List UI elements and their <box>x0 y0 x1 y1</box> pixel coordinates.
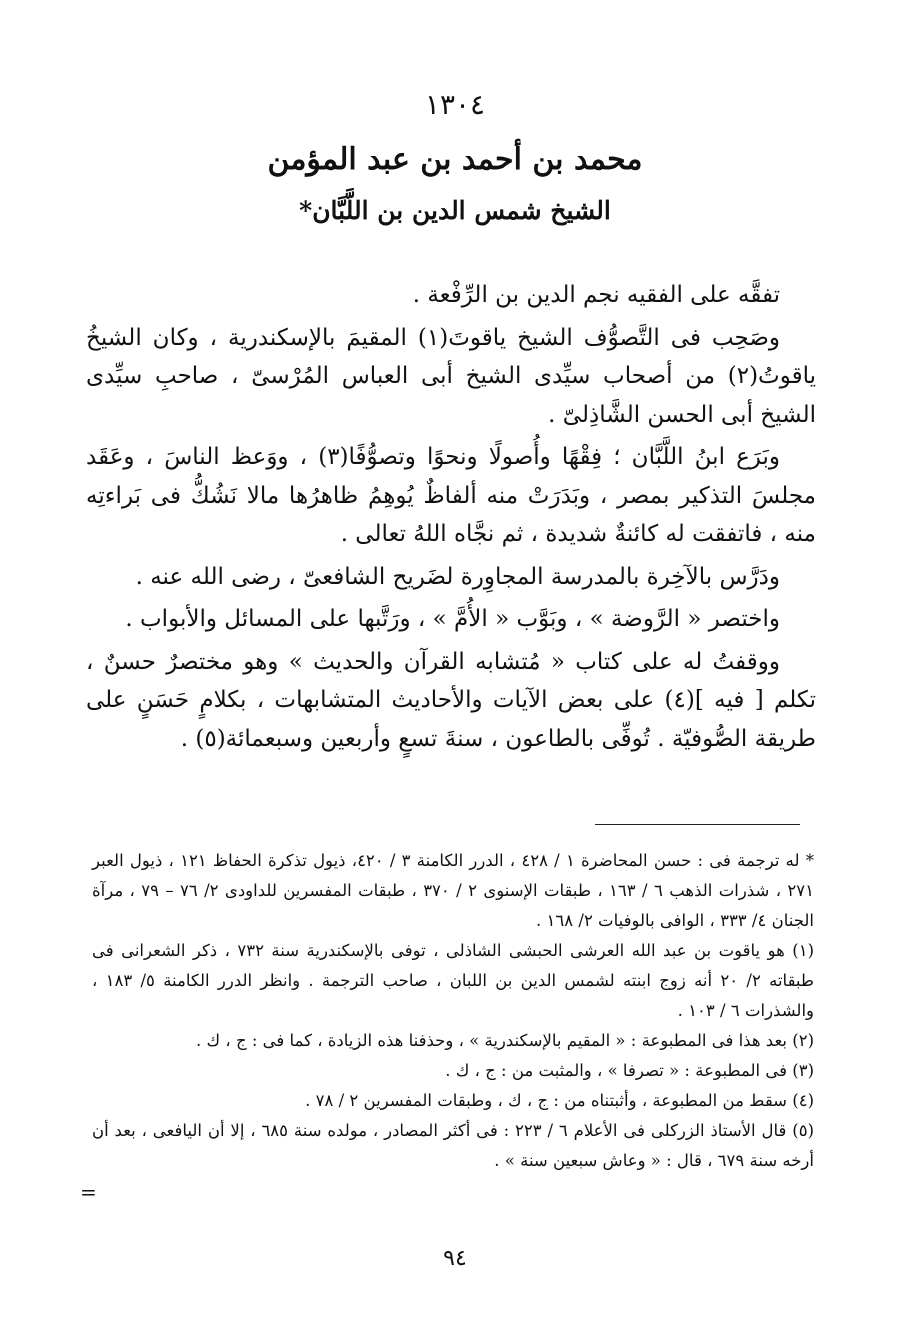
footnote-item: (١) هو ياقوت بن عبد الله العرشى الحبشى الشاذلى ، توفى بالإسكندرية سنة ٧٣٢ ، ذكر الشعرانى فى طبقاته ٢/ ٢٠ أنه زوج ابنته لشمس الدين بن اللبان ، صاحب الترجمة . وانظر الدرر الكامنة ٥/ ١٨٣ ، والشذرات ٦ / ١٠٣ . <box>92 941 815 1020</box>
page-number: ٩٤ <box>443 1246 467 1271</box>
main-text <box>86 276 816 762</box>
biography-subtitle: الشيخ شمس الدين بن اللَّبَّان* <box>299 196 611 225</box>
footnotes <box>92 846 814 1176</box>
body-paragraph: وصَحِب فى التَّصوُّف الشيخ ياقوتَ(١) المقيمَ بالإسكندرية ، وكان الشيخُ ياقوتُ(٢) من أصحاب سيِّدى الشيخ أبى العباس المُرْسىّ ، صاحبِ سيِّدى الشيخ أبى الحسن الشَّاذِلىّ . <box>86 324 816 428</box>
body-paragraph: واختصر « الرَّوضة » ، وبَوَّب « الأُمَّ » ، ورَتَّبها على المسائل والأبواب . <box>125 606 780 632</box>
footnote-separator <box>595 824 800 825</box>
footnote-item: * له ترجمة فى : حسن المحاضرة ١ / ٤٢٨ ، الدرر الكامنة ٣ / ٤٢٠، ذيول تذكرة الحفاظ ١٢١ ، ذيول العبر ٢٧١ ، شذرات الذهب ٦ / ١٦٣ ، طبقات الإسنوى ٢ / ٣٧٠ ، طبقات المفسرين للداودى ٢/ ٧٦ – ٧٩ ، مرآة الجنان ٤/ ٣٣٣ ، الوافى بالوفيات ٢/ ١٦٨ . <box>92 851 814 930</box>
footnote-item: (٣) فى المطبوعة : « تصرفا » ، والمثبت من : ج ، ك . <box>445 1061 814 1080</box>
footnote-item: (٢) بعد هذا فى المطبوعة : « المقيم بالإسكندرية » ، وحذفنا هذه الزيادة ، كما فى : ج ، ك . <box>196 1031 814 1050</box>
biography-title: محمد بن أحمد بن عبد المؤمن <box>267 142 643 177</box>
body-paragraph: وبَرَع ابنُ اللَّبَّان ؛ فِقْهًا وأُصولًا ونحوًا وتصوُّفًا(٣) ، ووَعظ الناسَ ، وعَقَد مجلسَ التذكير بمصر ، وبَدَرَتْ منه ألفاظٌ يُوهِمُ ظاهرُها مالا نَشُكُّ فى بَراءتِه منه ، فاتفقت له كائنةٌ شديدة ، ثم نجَّاه اللهُ تعالى . <box>86 444 816 547</box>
entry-number: ١٣٠٤ <box>424 88 486 121</box>
footnote-item: (٤) سقط من المطبوعة ، وأثبتناه من : ج ، ك ، وطبقات المفسرين ٢ / ٧٨ . <box>305 1091 814 1110</box>
body-paragraph: ودَرَّس بالآخِرة بالمدرسة المجاوِرة لضَريح الشافعىّ ، رضى الله عنه . <box>135 563 780 590</box>
continuation-mark: = <box>80 1180 97 1204</box>
body-paragraph: تفقَّه على الفقيه نجم الدين بن الرِّفْعة . <box>412 282 780 308</box>
body-paragraph: ووقفتُ له على كتاب « مُتشابه القرآن والحديث » وهو مختصرٌ حسنٌ ، تكلم [ فيه ](٤) على بعض الآيات والأحاديث المتشابهات ، بكلامٍ حَسَنٍ على طريقة الصُّوفيّة . تُوفِّى بالطاعون ، سنةَ تسعٍ وأربعين وسبعمائة(٥) . <box>86 648 816 752</box>
footnote-item: (٥) قال الأستاذ الزركلى فى الأعلام ٦ / ٢٢٣ : فى أكثر المصادر ، مولده سنة ٦٨٥ ، إلا أن اليافعى ، بعد أن أرخه سنة ٦٧٩ ، قال : « وعاش سبعين سنة » . <box>92 1121 814 1170</box>
